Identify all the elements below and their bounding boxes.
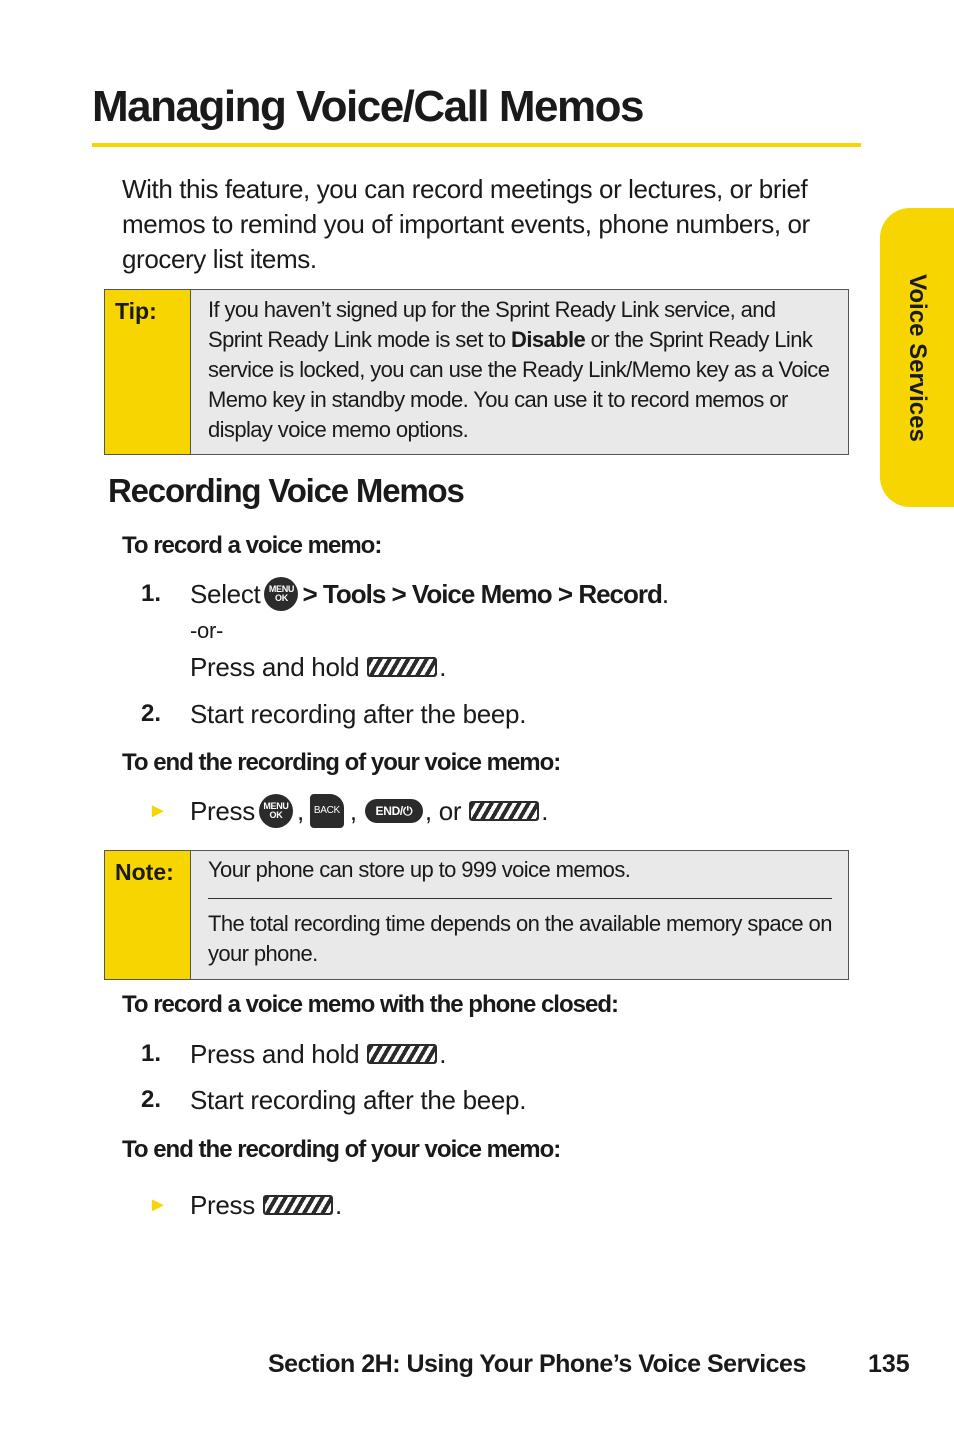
page-title: Managing Voice/Call Memos: [92, 82, 643, 131]
ready-link-key-icon: [367, 657, 437, 677]
note-line-1: Your phone can store up to 999 voice memos.: [208, 857, 631, 882]
menu-ok-key-icon: MENU OK: [264, 577, 298, 611]
tip-box: [104, 289, 849, 455]
note-body: [191, 851, 848, 979]
closed-end-heading: To end the recording of your voice memo:: [122, 1136, 561, 1163]
section-heading: Recording Voice Memos: [108, 472, 464, 509]
closed-heading: To record a voice memo with the phone closed:: [122, 991, 618, 1018]
tip-bold-disable: Disable: [511, 327, 586, 352]
tip-text-2: or the Sprint Ready Link service is locked, you can use the Ready Link/Memo key as a Voice Memo key in standby mode. You can use it to record memos or display voice memo options.: [208, 327, 830, 442]
footer-section: Section 2H: Using Your Phone’s Voice Services: [268, 1350, 806, 1378]
press-and-hold-text: Press and hold: [190, 652, 360, 682]
step-2-number: 2.: [141, 700, 162, 727]
step-2-text: Start recording after the beep.: [190, 699, 527, 729]
side-tab: [880, 208, 954, 507]
press-text: Press: [190, 796, 255, 826]
ready-link-key-icon: [469, 801, 539, 821]
ready-link-key-icon: [367, 1044, 437, 1064]
step-1-line: [190, 576, 669, 612]
back-key-icon: BACK: [310, 794, 344, 828]
step-1-select: Select: [190, 579, 261, 609]
page-number: 135: [868, 1350, 910, 1378]
title-rule: [92, 143, 861, 147]
tip-label: Tip:: [105, 290, 191, 454]
tip-text-1: If you haven’t signed up for the Sprint Ready Link service, and Sprint Ready Link mode is set to: [208, 297, 776, 352]
note-label: Note:: [105, 851, 191, 979]
end-key-icon: END/⏻: [365, 799, 423, 823]
note-box: [104, 850, 849, 980]
side-tab-label: Voice Services: [904, 273, 931, 442]
intro-paragraph: With this feature, you can record meetings or lectures, or brief memos to remind you of important events, phone numbers, or grocery list items.: [122, 174, 810, 274]
end-heading: To end the recording of your voice memo:: [122, 749, 561, 776]
step-1-end: .: [661, 579, 669, 609]
note-divider: [208, 898, 832, 899]
ready-link-key-icon: [263, 1195, 333, 1215]
menu-ok-key-icon: MENU OK: [259, 794, 293, 828]
record-heading: To record a voice memo:: [122, 532, 382, 559]
step-1-number: 1.: [141, 580, 162, 607]
bullet-arrow-icon: ►: [148, 1194, 168, 1216]
step-1-menu-path: > Tools > Voice Memo > Record: [302, 579, 662, 609]
tip-body: [191, 290, 848, 454]
bullet-arrow-icon: ►: [148, 800, 168, 822]
note-line-2: The total recording time depends on the available memory space on your phone.: [208, 911, 832, 966]
